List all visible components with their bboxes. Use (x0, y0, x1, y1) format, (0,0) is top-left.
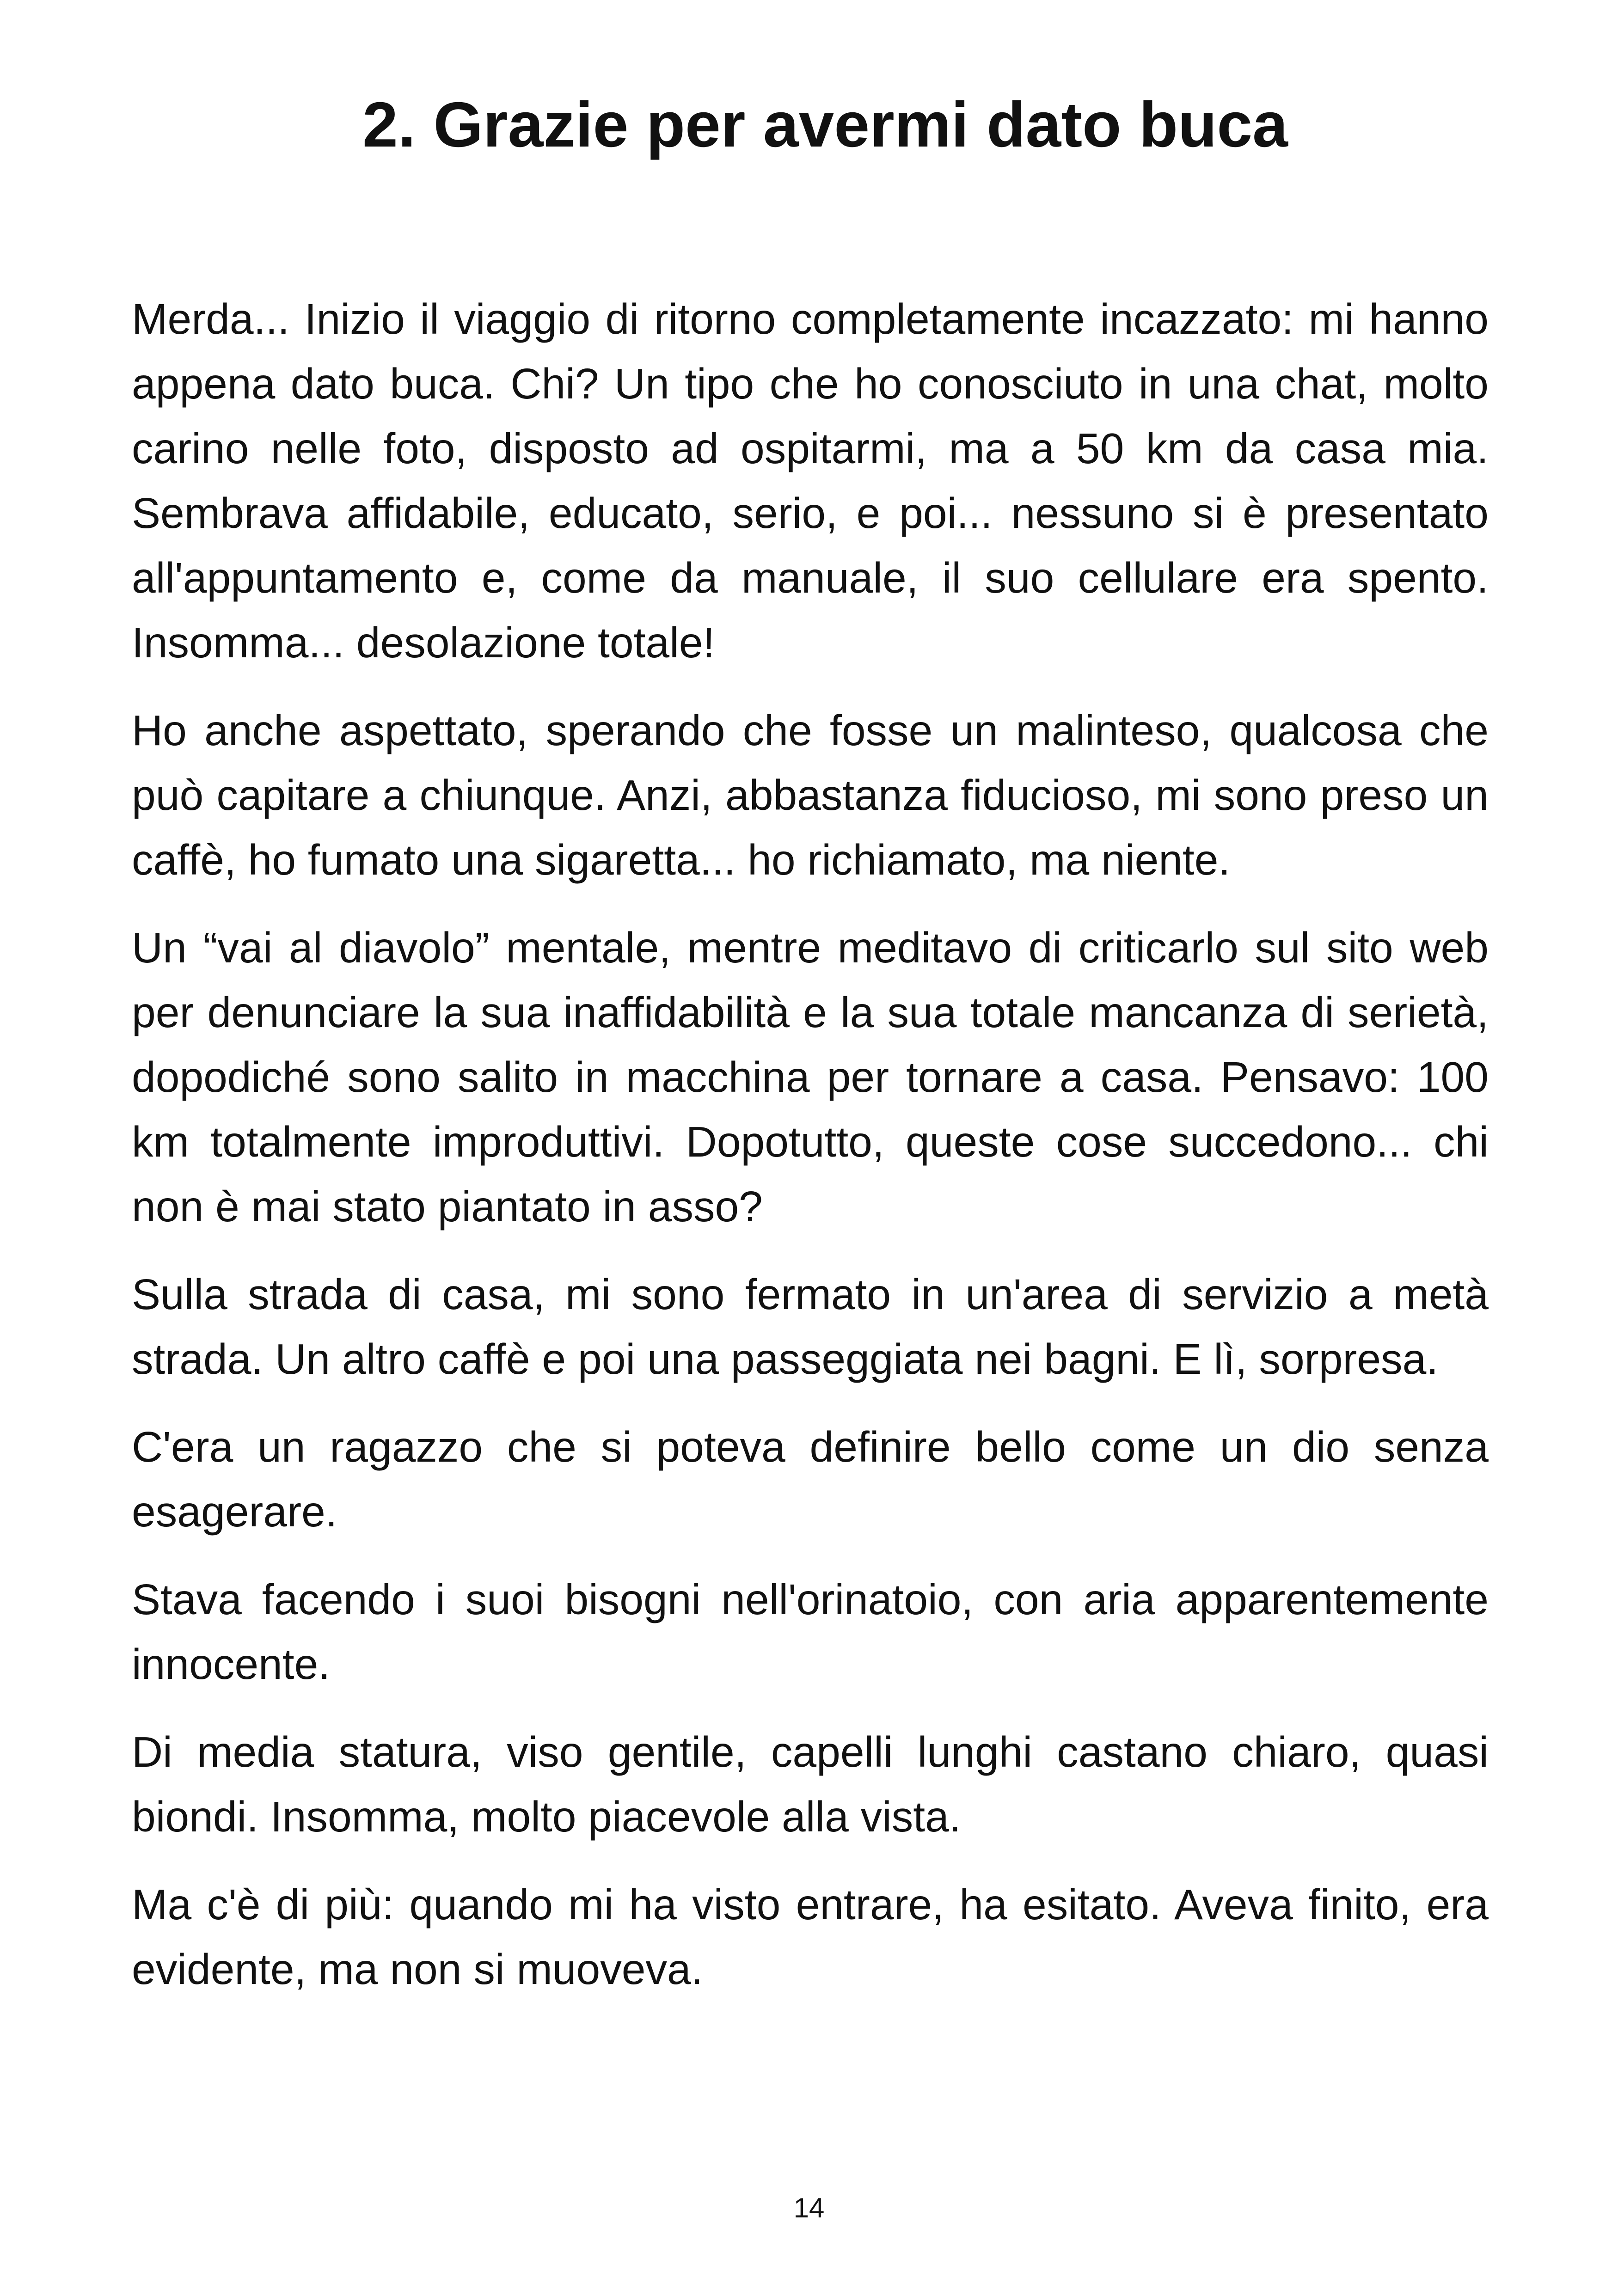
chapter-title: 2. Grazie per avermi dato buca (362, 89, 1288, 160)
paragraph: Ho anche aspettato, sperando che fosse un malinteso, qualcosa che può capitare a chiunque. Anzi, abbastanza fiducioso, mi sono preso un caffè, ho fumato una sigaretta... ho richiamato, ma niente. (132, 706, 1489, 884)
paragraph: Di media statura, viso gentile, capelli lunghi castano chiaro, quasi biondi. Insomma, molto piacevole alla vista. (132, 1728, 1489, 1841)
paragraph: Un “vai al diavolo” mentale, mentre meditavo di criticarlo sul sito web per denunciare la sua inaffidabilità e la sua totale mancanza di serietà, dopodiché sono salito in macchina per tornare a casa. Pensavo: 100 km totalmente improduttivi. Dopotutto, queste cose succedono... chi non è mai stato piantato in asso? (132, 924, 1489, 1231)
paragraph: Sulla strada di casa, mi sono fermato in un'area di servizio a metà strada. Un altro caffè e poi una passeggiata nei bagni. E lì, sorpresa. (132, 1270, 1489, 1383)
paragraph: Ma c'è di più: quando mi ha visto entrare, ha esitato. Aveva finito, era evidente, ma non si muoveva. (132, 1880, 1489, 1993)
page-number: 14 (793, 2192, 825, 2223)
paragraph: Merda... Inizio il viaggio di ritorno completamente incazzato: mi hanno appena dato buca. Chi? Un tipo che ho conosciuto in una chat, molto carino nelle foto, disposto ad ospitarmi, ma a 50 km da casa mia. Sembrava affidabile, educato, serio, e poi... nessuno si è presentato all'appuntamento e, come da manuale, il suo cellulare era spento. Insomma... desolazione totale! (132, 295, 1489, 667)
paragraph: C'era un ragazzo che si poteva definire bello come un dio senza esagerare. (132, 1423, 1489, 1536)
body-text (132, 287, 1489, 2025)
paragraph: Stava facendo i suoi bisogni nell'orinatoio, con aria apparentemente innocente. (132, 1575, 1489, 1688)
